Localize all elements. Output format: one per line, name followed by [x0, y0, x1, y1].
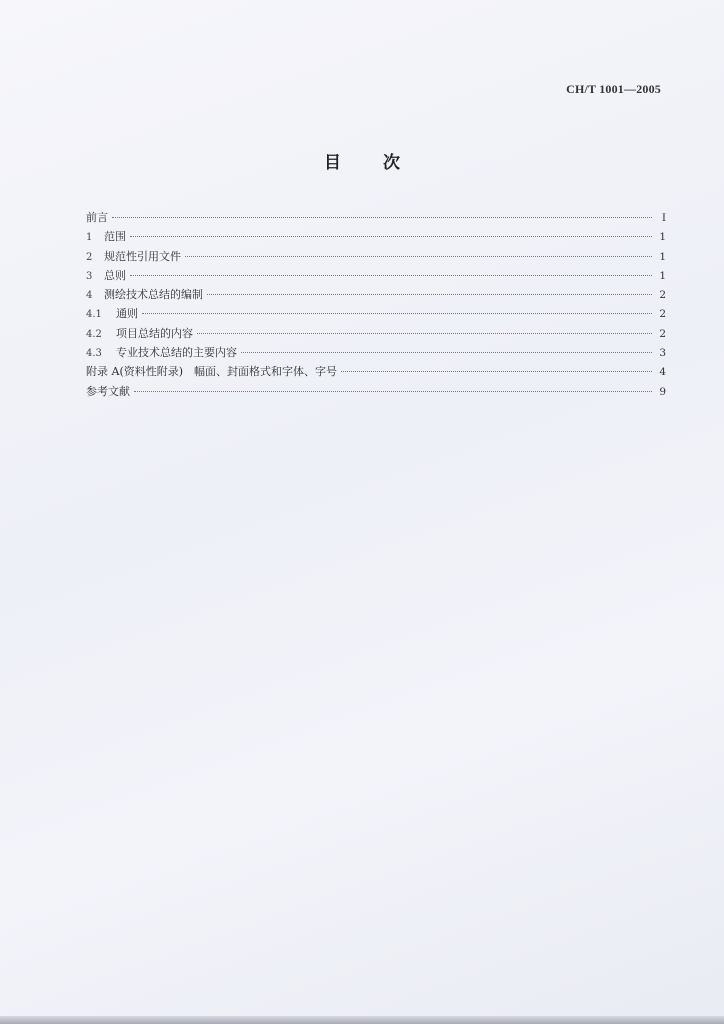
- toc-page-number: 3: [659, 347, 666, 360]
- dot-leader: [130, 275, 652, 276]
- dot-leader: [130, 236, 652, 237]
- toc-page-number: Ⅰ: [661, 212, 666, 224]
- standard-code: CH/T 1001—2005: [566, 82, 661, 96]
- dot-leader: [207, 294, 652, 295]
- toc-entry-label: 4.1 通则: [86, 304, 138, 324]
- toc-entry-label: 1 范围: [86, 227, 126, 247]
- toc-page-number: 1: [659, 269, 666, 282]
- toc-entry-general-rules[interactable]: [86, 304, 666, 323]
- toc-entry-label: 3 总则: [86, 266, 126, 286]
- toc-entry-label: 2 规范性引用文件: [86, 247, 181, 267]
- dot-leader: [112, 217, 652, 218]
- toc-entry-bibliography[interactable]: [86, 382, 666, 401]
- section-number: 2: [86, 251, 93, 263]
- toc-entry-label: 附录 A(资料性附录) 幅面、封面格式和字体、字号: [86, 365, 338, 379]
- toc-entry-label: 4.2 项目总结的内容: [86, 324, 193, 344]
- section-number: 4: [86, 290, 93, 302]
- toc-page-number: 2: [659, 308, 666, 321]
- toc-entry-technical-summary[interactable]: [86, 343, 666, 362]
- dot-leader: [341, 371, 652, 372]
- toc-entry-general[interactable]: [86, 266, 666, 285]
- toc-page-number: 1: [659, 231, 666, 244]
- toc-page-number: 4: [659, 366, 666, 379]
- section-number: 4.1: [86, 309, 102, 321]
- toc-entry-label: 4 测绘技术总结的编制: [86, 285, 203, 305]
- toc-page-number: 2: [659, 327, 666, 340]
- dot-leader: [134, 391, 652, 392]
- section-number: 3: [86, 270, 93, 282]
- section-number: 4.2: [86, 328, 102, 340]
- dot-leader: [197, 333, 652, 334]
- dot-leader: [241, 352, 652, 353]
- dot-leader: [142, 313, 652, 314]
- section-number: 1: [86, 232, 93, 244]
- toc-entry-preface[interactable]: [86, 208, 666, 227]
- scan-edge: [0, 1016, 724, 1024]
- toc-entry-scope[interactable]: [86, 227, 666, 246]
- toc-entry-label: 前言: [86, 211, 108, 224]
- toc-page-number: 9: [659, 385, 666, 398]
- dot-leader: [185, 256, 652, 257]
- table-of-contents: [86, 208, 666, 401]
- toc-entry-normative-references[interactable]: [86, 247, 666, 266]
- toc-entry-project-summary[interactable]: [86, 324, 666, 343]
- toc-page-number: 2: [659, 289, 666, 302]
- toc-entry-label: 参考文献: [86, 384, 130, 398]
- section-number: 4.3: [86, 348, 102, 360]
- toc-entry-label: 4.3 专业技术总结的主要内容: [86, 343, 237, 363]
- toc-entry-appendix-a[interactable]: [86, 362, 666, 381]
- page-title: 目 次: [324, 153, 418, 173]
- toc-page-number: 1: [659, 250, 666, 263]
- toc-entry-compilation[interactable]: [86, 285, 666, 304]
